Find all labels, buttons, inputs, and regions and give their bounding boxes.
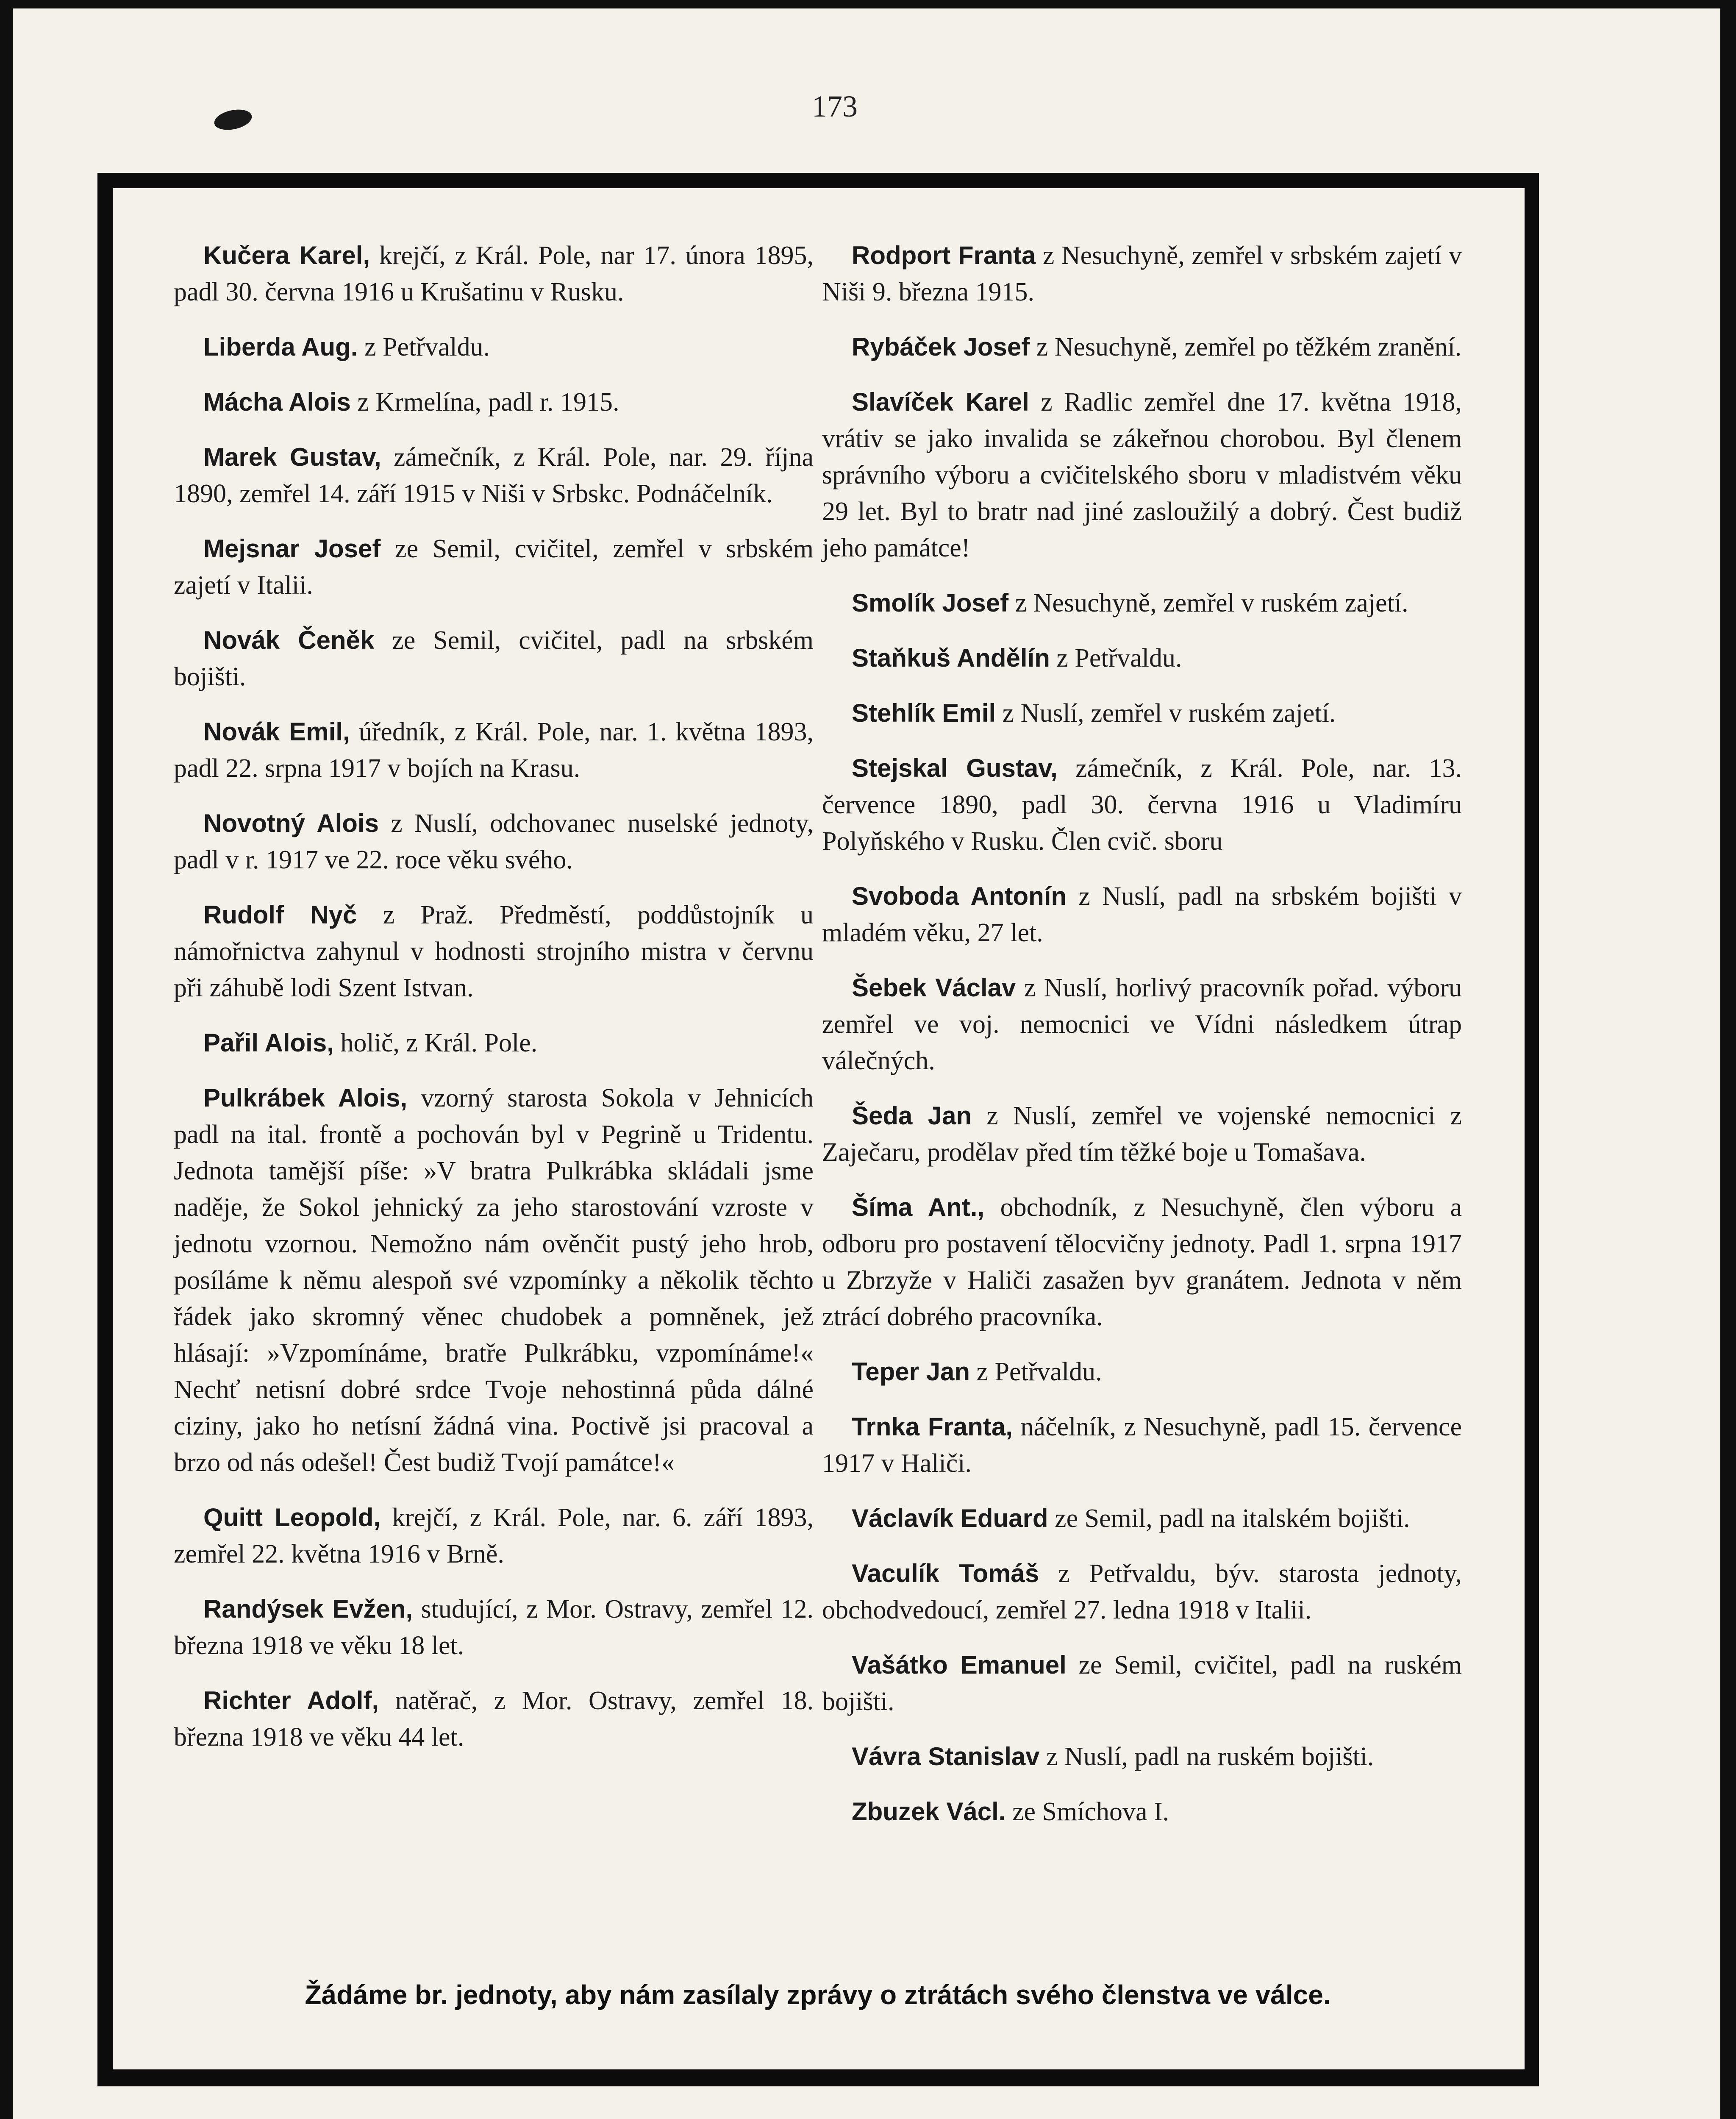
entry-text: z Petřvaldu, býv. starosta jednoty, obchodvedoucí, zemřel 27. ledna 1918 v Italii.: [822, 1559, 1462, 1624]
obituary-entry: [174, 897, 814, 1006]
entry-name: Kučera Karel,: [203, 241, 370, 270]
obituary-entry: [174, 439, 814, 512]
ink-blot-mark: [212, 106, 253, 133]
entry-text: úředník, z Král. Pole, nar. 1. května 1893, padl 22. srpna 1917 v bojích na Krasu.: [174, 717, 814, 783]
obituary-entry: [174, 329, 814, 365]
obituary-entry: [822, 640, 1462, 676]
entry-text: z Nuslí, padl na srbském bojišti v mladém věku, 27 let.: [822, 882, 1462, 947]
obituary-entry: [174, 237, 814, 310]
obituary-entry: [174, 1499, 814, 1572]
obituary-entry: [174, 622, 814, 695]
entry-text: ze Semil, cvičitel, zemřel v srbském zajetí v Italii.: [174, 534, 814, 600]
obituary-entry: [174, 1591, 814, 1664]
obituary-entry: [822, 1098, 1462, 1171]
entry-text: z Nuslí, odchovanec nuselské jednoty, padl v r. 1917 ve 22. roce věku svého.: [174, 809, 814, 874]
entry-name: Vaculík Tomáš: [852, 1559, 1039, 1588]
entry-text: z Radlic zemřel dne 17. května 1918, vrátiv se jako invalida se zákeřnou chorobou. Byl členem správního výboru a cvičitelského sboru v mladistvém věku 29 let. Byl to bratr nad jiné zasloužilý a dobrý. Čest budiž jeho památce!: [822, 388, 1462, 562]
entry-name: Rudolf Nyč: [203, 901, 357, 929]
entry-text: natěrač, z Mor. Ostravy, zemřel 18. března 1918 ve věku 44 let.: [174, 1686, 814, 1752]
entry-text: z Nesuchyně, zemřel po těžkém zranění.: [1030, 333, 1462, 362]
obituary-entry: [822, 1738, 1462, 1775]
entry-name: Václavík Eduard: [852, 1504, 1048, 1532]
entry-text: z Petřvaldu.: [358, 333, 490, 362]
entry-name: Svoboda Antonín: [852, 882, 1067, 910]
entry-name: Slavíček Karel: [852, 388, 1029, 416]
entry-name: Šíma Ant.,: [852, 1193, 985, 1221]
entry-text: z Nesuchyně, zemřel v srbském zajetí v Niši 9. března 1915.: [822, 241, 1462, 306]
obituary-entry: [822, 1189, 1462, 1335]
entry-text: z Praž. Předměstí, poddůstojník u námořnictva zahynul v hodnosti strojního mistra v červnu při záhubě lodi Szent Istvan.: [174, 901, 814, 1002]
entry-text: z Nuslí, zemřel ve vojenské nemocnici z Zaječaru, prodělav před tím těžké boje u Tomašava.: [822, 1101, 1462, 1167]
entry-text: ze Smíchova I.: [1005, 1797, 1169, 1826]
entry-text: náčelník, z Nesuchyně, padl 15. července 1917 v Haliči.: [822, 1413, 1462, 1478]
entry-text: ze Semil, cvičitel, padl na srbském bojišti.: [174, 626, 814, 691]
entry-text: krejčí, z Král. Pole, nar. 6. září 1893, zemřel 22. května 1916 v Brně.: [174, 1503, 814, 1568]
obituary-entry: [822, 878, 1462, 951]
entry-text: ze Semil, padl na italském bojišti.: [1048, 1504, 1410, 1533]
entry-text: zámečník, z Král. Pole, nar. 13. července 1890, padl 30. června 1916 u Vladimíru Polyňského v Rusku. Člen cvič. sboru: [822, 754, 1462, 856]
entry-name: Mejsnar Josef: [203, 534, 381, 563]
entry-text: z Nuslí, zemřel v ruském zajetí.: [996, 699, 1336, 728]
entry-text: krejčí, z Král. Pole, nar 17. února 1895, padl 30. června 1916 u Krušatinu v Rusku.: [174, 241, 814, 306]
obituary-entry: [822, 695, 1462, 731]
obituary-entry: [174, 1080, 814, 1481]
entry-name: Smolík Josef: [852, 589, 1009, 617]
left-column: [174, 237, 814, 1774]
obituary-entry: [822, 1647, 1462, 1720]
obituary-entry: [822, 1555, 1462, 1628]
obituary-entry: [822, 970, 1462, 1079]
obituary-entry: [174, 531, 814, 603]
entry-name: Novák Čeněk: [203, 626, 375, 654]
entry-text: vzorný starosta Sokola v Jehnicích padl na ital. frontě a pochován byl v Pegrině u Tridentu. Jednota tamější píše: »V bratra Pulkrábka skládali jsme naděje, že Sokol jehnický za jeho starostování vzroste v jednotu vzornou. Nemožno nám ověnčit pustý jeho hrob, posíláme k němu alespoň své vzpomínky a několik těchto řádek jako skromný věnec chudobek a pomněnek, jež hlásají: »Vzpomínáme, bratře Pulkrábku, vzpomínáme!« Nechť netisní dobré srdce Tvoje nehostinná půda dálné ciziny, jako ho netísní žádná vina. Poctivě jsi pracoval a brzo od nás odešel! Čest budiž Tvojí památce!«: [174, 1084, 814, 1477]
entry-name: Rybáček Josef: [852, 333, 1030, 361]
entry-name: Liberda Aug.: [203, 333, 358, 361]
entry-text: z Nuslí, padl na ruském bojišti.: [1039, 1742, 1374, 1771]
entry-text: z Petřvaldu.: [1050, 644, 1182, 673]
obituary-entry: [174, 714, 814, 787]
entry-text: obchodník, z Nesuchyně, člen výboru a odboru pro postavení tělocvičny jednoty. Padl 1. srpna 1917 u Zbrzyže v Haliči zasažen byv granátem. Jednota v něm ztrácí dobrého pracovníka.: [822, 1193, 1462, 1331]
entry-text: z Nuslí, horlivý pracovník pořad. výboru zemřel ve voj. nemocnici ve Vídni následkem útrap válečných.: [822, 973, 1462, 1075]
entry-name: Rodport Franta: [852, 241, 1036, 270]
footer-appeal: Žádáme br. jednoty, aby nám zasílaly zprávy o ztrátách svého členstva ve válce.: [305, 1980, 1331, 2010]
entry-name: Pulkrábek Alois,: [203, 1084, 408, 1112]
entry-name: Stehlík Emil: [852, 699, 996, 727]
entry-text: studující, z Mor. Ostravy, zemřel 12. března 1918 ve věku 18 let.: [174, 1595, 814, 1660]
obituary-entry: [822, 384, 1462, 566]
obituary-entry: [822, 329, 1462, 365]
entry-name: Vašátko Emanuel: [852, 1651, 1067, 1679]
entry-name: Zbuzek Václ.: [852, 1797, 1006, 1826]
entry-text: z Petřvaldu.: [970, 1357, 1102, 1386]
entry-text: z Krmelína, padl r. 1915.: [350, 388, 619, 417]
entry-name: Staňkuš Andělín: [852, 644, 1050, 672]
page-number: 173: [812, 89, 858, 123]
entry-name: Teper Jan: [852, 1357, 970, 1386]
entry-text: z Nesuchyně, zemřel v ruském zajetí.: [1008, 589, 1408, 617]
entry-name: Pařil Alois,: [203, 1029, 334, 1057]
obituary-entry: [822, 1354, 1462, 1390]
obituary-entry: [822, 585, 1462, 621]
entry-name: Randýsek Evžen,: [203, 1595, 413, 1623]
obituary-entry: [822, 750, 1462, 859]
entry-text: zámečník, z Král. Pole, nar. 29. října 1890, zemřel 14. září 1915 v Niši v Srbskc. Podnáčelník.: [174, 443, 814, 508]
obituary-entry: [174, 1025, 814, 1061]
right-column: [822, 237, 1462, 1849]
obituary-entry: [822, 1500, 1462, 1537]
entry-name: Marek Gustav,: [203, 443, 381, 471]
obituary-entry: [822, 1409, 1462, 1482]
entry-name: Richter Adolf,: [203, 1686, 379, 1715]
entry-name: Novotný Alois: [203, 809, 379, 837]
obituary-entry: [174, 384, 814, 420]
entry-text: holič, z Král. Pole.: [333, 1029, 538, 1057]
entry-name: Quitt Leopold,: [203, 1503, 381, 1532]
obituary-entry: [822, 1794, 1462, 1830]
obituary-entry: [174, 805, 814, 878]
entry-name: Trnka Franta,: [852, 1413, 1013, 1441]
entry-name: Vávra Stanislav: [852, 1742, 1040, 1771]
obituary-entry: [174, 1682, 814, 1755]
entry-name: Šeda Jan: [852, 1101, 972, 1130]
entry-text: ze Semil, cvičitel, padl na ruském bojišti.: [822, 1651, 1462, 1716]
entry-name: Novák Emil,: [203, 717, 350, 746]
obituary-entry: [822, 237, 1462, 310]
entry-name: Stejskal Gustav,: [852, 754, 1058, 782]
entry-name: Mácha Alois: [203, 388, 351, 416]
entry-name: Šebek Václav: [852, 973, 1016, 1002]
